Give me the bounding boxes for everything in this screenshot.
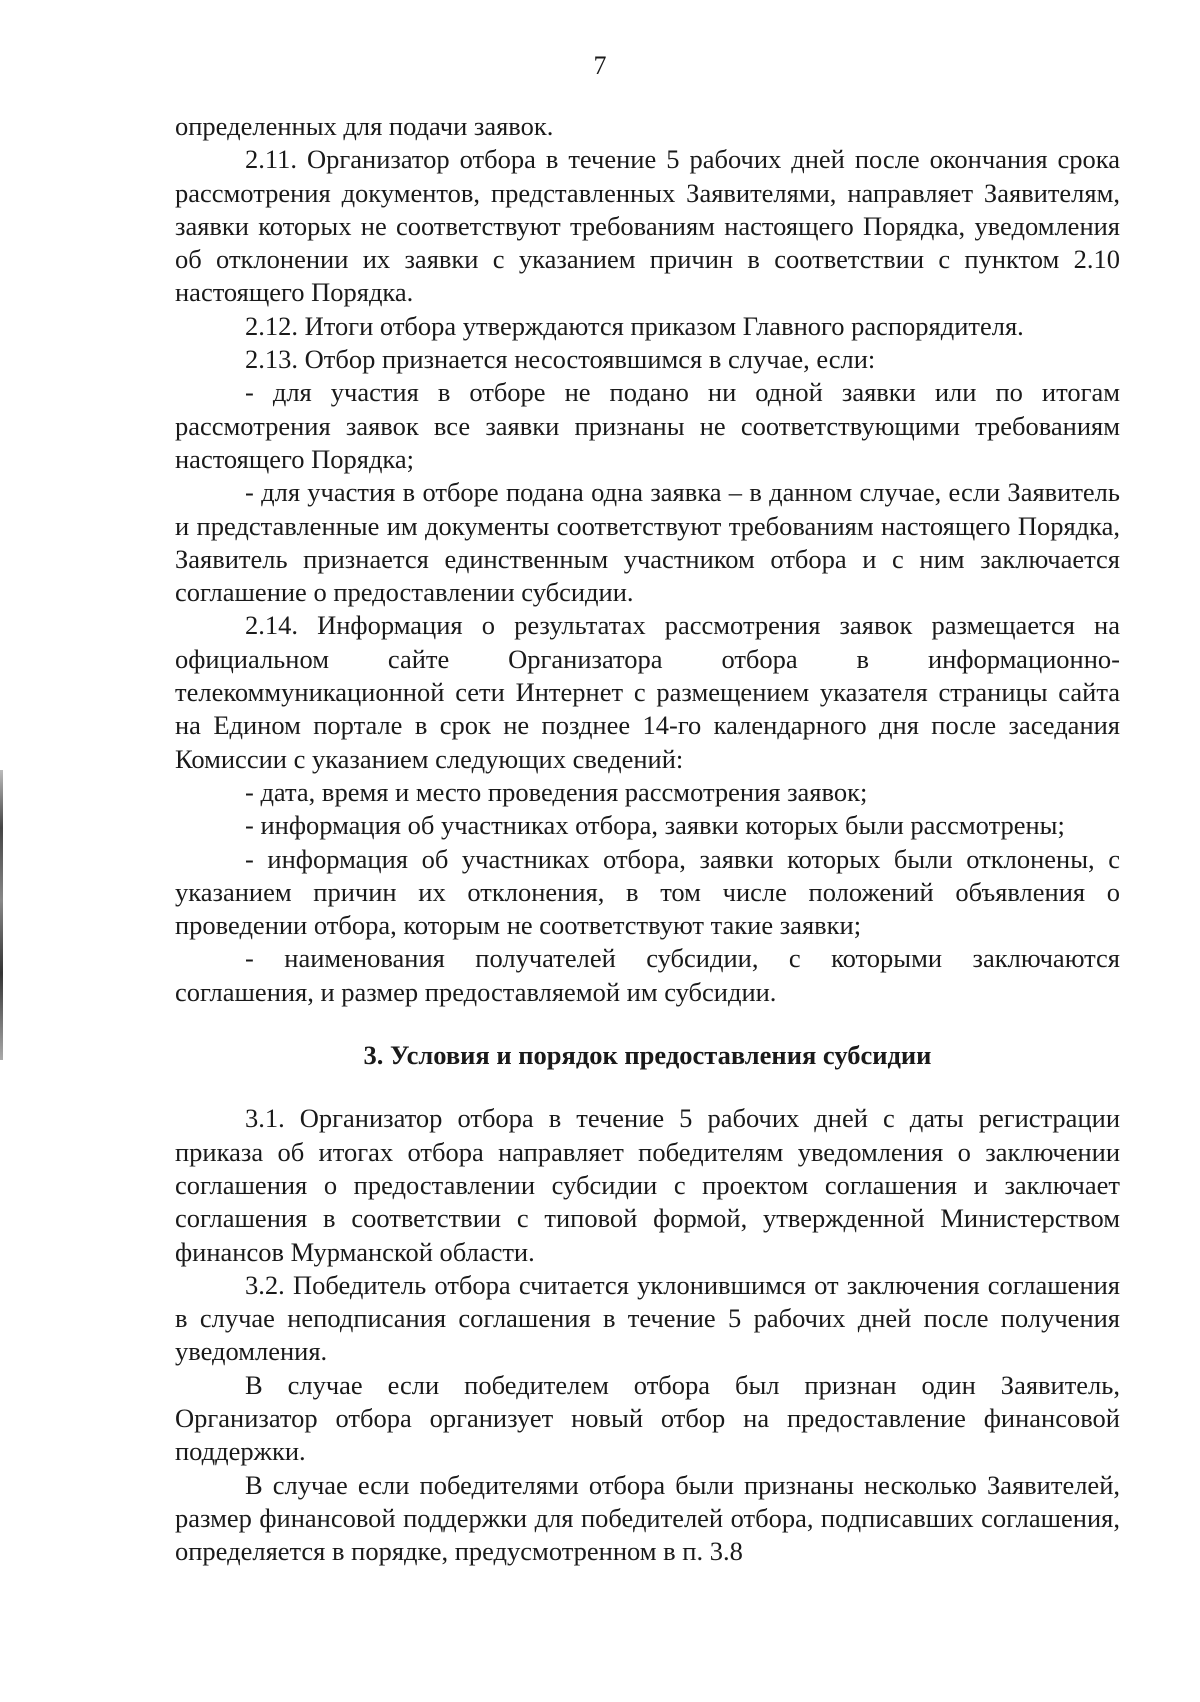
paragraph-p5: - для участия в отборе подана одна заявка – в данном случае, если Заявитель и представленные им документы соответствуют требованиям настоящего Порядка, Заявитель признается единственным участником отбора и с ним заключается соглашение о предоставлении субсидии. — [175, 477, 1120, 608]
section-3-paragraphs — [175, 1102, 1120, 1568]
paragraph-p2: 2.12. Итоги отбора утверждаются приказом Главного распорядителя. — [245, 310, 1024, 341]
paragraph-p0: определенных для подачи заявок. — [175, 111, 554, 141]
section-heading: 3. Условия и порядок предоставления субсидии — [363, 1040, 932, 1071]
paragraph-p11: 3.1. Организатор отбора в течение 5 рабочих дней с даты регистрации приказа об итогах отбора направляет победителям уведомления о заключении соглашения о предоставлении субсидии с проектом соглашения и заключает соглашения в соответствии с типовой формой, утвержденной Министерством финансов Мурманской области. — [175, 1103, 1120, 1267]
paragraph-p4: - для участия в отборе не подано ни одной заявки или по итогам рассмотрения заявок все заявки признаны не соответствующими требованиям настоящего Порядка; — [175, 377, 1120, 474]
paragraph-p7: - дата, время и место проведения рассмотрения заявок; — [245, 776, 868, 807]
paragraph-p9: - информация об участниках отбора, заявки которых были отклонены, с указанием причин их отклонения, в том числе положений объявления о проведении отбора, которым не соответствуют такие заявки; — [175, 843, 1120, 941]
section-2-continuation — [175, 110, 1120, 1009]
paragraph-p3: 2.13. Отбор признается несостоявшимся в случае, если: — [245, 344, 876, 375]
document-body — [175, 110, 1120, 1568]
paragraph-p8: - информация об участниках отбора, заявки которых были рассмотрены; — [245, 810, 1065, 841]
paragraph-p12: 3.2. Победитель отбора считается уклонившимся от заключения соглашения в случае неподписания соглашения в течение 5 рабочих дней после получения уведомления. — [175, 1269, 1120, 1367]
paragraph-p6: 2.14. Информация о результатах рассмотрения заявок размещается на официальном сайте Организатора отбора в информационно-телекоммуникационной сети Интернет с размещением указателя страницы сайта на Едином портале в срок не позднее 14-го календарного дня после заседания Комиссии с указанием следующих сведений: — [175, 610, 1120, 774]
paragraph-p1: 2.11. Организатор отбора в течение 5 рабочих дней после окончания срока рассмотрения документов, представленных Заявителями, направляет Заявителям, заявки которых не соответствуют требованиям настоящего Порядка, уведомления об отклонении их заявки с указанием причин в соответствии с пунктом 2.10 настоящего Порядка. — [175, 144, 1120, 308]
paragraph-p14: В случае если победителями отбора были признаны несколько Заявителей, размер финансовой поддержки для победителей отбора, подписавших соглашения, определяется в порядке, предусмотренном в п. 3.8 — [175, 1469, 1120, 1567]
scan-edge-artifact — [0, 770, 3, 1060]
page-number: 7 — [593, 51, 607, 80]
paragraph-p13: В случае если победителем отбора был признан один Заявитель, Организатор отбора организует новый отбор на предоставление финансовой поддержки. — [175, 1369, 1120, 1467]
paragraph-p10: - наименования получателей субсидии, с которыми заключаются соглашения, и размер предоставляемой им субсидии. — [175, 943, 1120, 1007]
